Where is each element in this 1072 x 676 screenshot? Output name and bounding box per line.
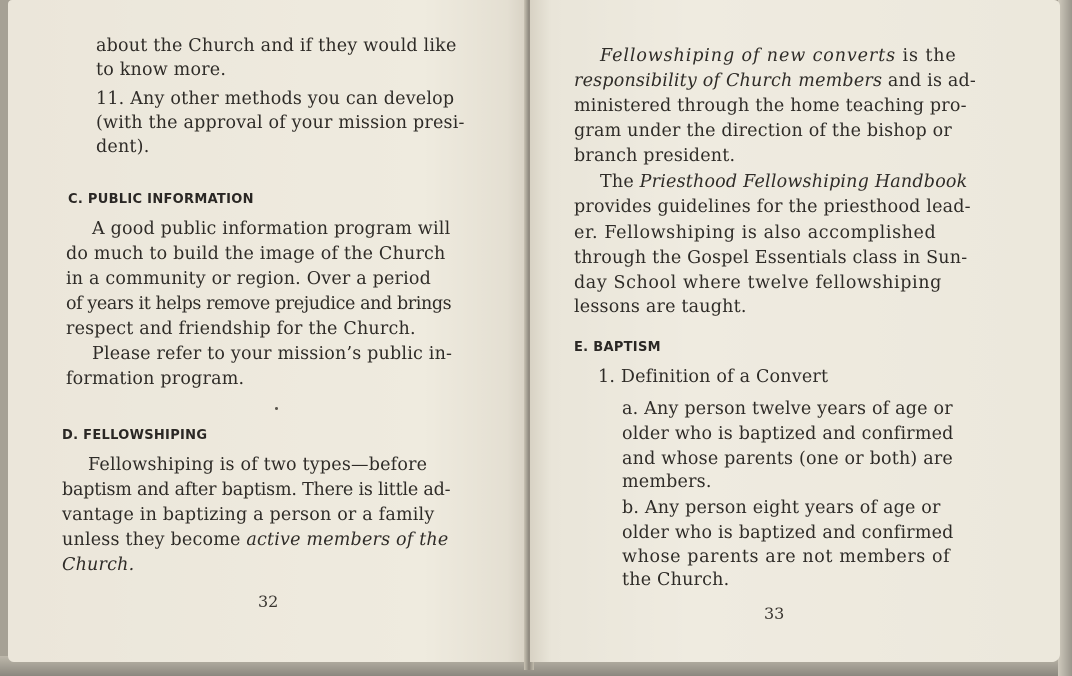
text-line: whose parents are not members of [622, 547, 951, 567]
text-line: b. Any person eight years of age or [622, 498, 941, 518]
page-number-left: 32 [258, 592, 279, 611]
text-line: dent). [96, 137, 150, 157]
page-number-right: 33 [764, 604, 785, 623]
text-line: responsibility of Church members and is ad- [574, 71, 977, 91]
text-line: 11. Any other methods you can develop [96, 89, 455, 109]
text-line: do much to build the image of the Church [66, 244, 446, 264]
text-line: baptism and after baptism. There is little ad- [62, 480, 451, 500]
text-line: day School where twelve fellowshiping [574, 273, 942, 293]
book-right-edge [1058, 0, 1072, 676]
text-line: unless they become active members of the [62, 530, 449, 550]
text-line: of years it helps remove prejudice and brings [66, 294, 452, 314]
text-line: about the Church and if they would like [96, 36, 457, 56]
text-line: a. Any person twelve years of age or [622, 399, 953, 419]
section-heading-fellowshiping: D. FELLOWSHIPING [62, 428, 208, 443]
section-heading-baptism: E. BAPTISM [574, 340, 661, 355]
text-line: The Priesthood Fellowshiping Handbook [600, 172, 968, 192]
italic-phrase: active members of the [246, 530, 449, 550]
text-line: branch president. [574, 146, 736, 166]
text-line: Church. [62, 555, 135, 575]
text-line: er. Fellowshiping is also accomplished [574, 223, 937, 243]
text-line: gram under the direction of the bishop or [574, 121, 952, 141]
text-line: older who is baptized and confirmed [622, 424, 954, 444]
text-line: respect and friendship for the Church. [66, 319, 416, 339]
text-line: Fellowshiping of new converts is the [600, 46, 957, 66]
text-line: Fellowshiping is of two types—before [88, 455, 428, 475]
text-line: through the Gospel Essentials class in Sun- [574, 248, 968, 268]
right-page [530, 0, 1060, 662]
text-line: vantage in baptizing a person or a family [62, 505, 435, 525]
left-page [8, 0, 528, 662]
section-heading-public-information: C. PUBLIC INFORMATION [68, 192, 254, 207]
text-line: and whose parents (one or both) are [622, 449, 953, 469]
text-line: ministered through the home teaching pro- [574, 96, 967, 116]
paper-speck [275, 407, 278, 410]
text-line: the Church. [622, 570, 730, 590]
text-line: members. [622, 472, 712, 492]
text-line: Please refer to your mission’s public in- [92, 344, 453, 364]
text-line: formation program. [66, 369, 245, 389]
text-line: A good public information program will [92, 219, 451, 239]
list-item: 1. Definition of a Convert [598, 367, 829, 387]
text-line: lessons are taught. [574, 297, 747, 317]
text-line: in a community or region. Over a period [66, 269, 432, 289]
bleed-through-text [88, 38, 93, 57]
text-line: (with the approval of your mission presi- [96, 113, 465, 133]
text-line: to know more. [96, 60, 227, 80]
text-line: provides guidelines for the priesthood lead- [574, 197, 971, 217]
text-line: older who is baptized and confirmed [622, 523, 954, 543]
